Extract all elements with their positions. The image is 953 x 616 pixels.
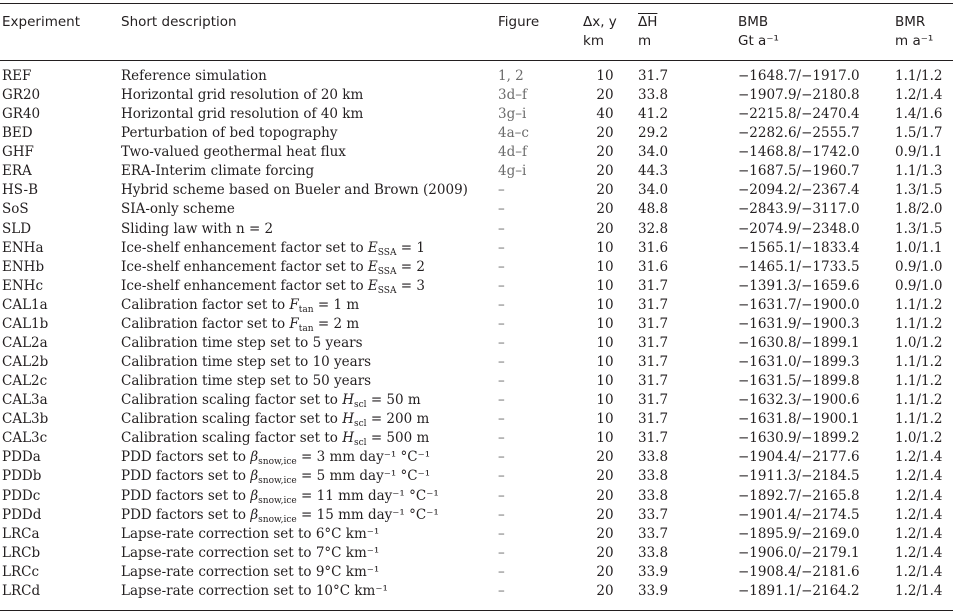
cell-mean-thickness: 33.9 — [638, 563, 669, 580]
cell-figure: – — [498, 544, 505, 561]
cell-bmr: 0.9/1.0 — [895, 277, 943, 294]
cell-experiment: CAL2b — [2, 354, 49, 371]
table-row — [0, 582, 953, 601]
cell-mean-thickness: 31.7 — [638, 373, 669, 390]
cell-grid-resolution: 10 — [596, 68, 614, 84]
table-row — [0, 429, 953, 448]
cell-bmr: 1.2/1.4 — [895, 525, 943, 542]
cell-description: Calibration time step set to 10 years — [121, 354, 372, 371]
header-mean-thickness: $\overline{\Delta H}$ m — [638, 14, 658, 49]
cell-bmb: −1632.3/−1900.6 — [738, 392, 860, 409]
cell-experiment: PDDc — [2, 487, 41, 504]
cell-description: Calibration factor set to $F_{tan} = 1$ m — [121, 296, 360, 315]
cell-description: PDD factors set to $\beta_{snow,ice} = 15$ mm day⁻¹ °C⁻¹ — [121, 506, 439, 525]
cell-bmb: −1891.1/−2164.2 — [738, 582, 860, 599]
cell-experiment: CAL1b — [2, 315, 49, 332]
cell-experiment: GR20 — [2, 87, 41, 104]
cell-bmr: 1.2/1.4 — [895, 544, 943, 561]
cell-bmr: 1.1/1.2 — [895, 392, 943, 409]
cell-description: Sliding law with n = 2 — [121, 220, 274, 237]
cell-figure: 3d–f — [498, 87, 527, 104]
cell-bmr: 1.2/1.4 — [895, 506, 943, 523]
cell-grid-resolution: 10 — [596, 258, 614, 275]
header-experiment: Experiment — [2, 14, 81, 30]
cell-description: Calibration factor set to $F_{tan} = 2$ m — [121, 315, 360, 334]
cell-mean-thickness: 33.8 — [638, 449, 669, 466]
cell-mean-thickness: 48.8 — [638, 201, 669, 218]
cell-bmr: 1.1/1.2 — [895, 373, 943, 390]
cell-grid-resolution: 10 — [596, 354, 614, 371]
cell-experiment: ERA — [2, 163, 32, 180]
cell-bmr: 1.2/1.4 — [895, 468, 943, 485]
table-row — [0, 506, 953, 525]
cell-bmb: −1906.0/−2179.1 — [738, 544, 860, 561]
cell-experiment: LRCd — [2, 582, 41, 599]
cell-grid-resolution: 20 — [596, 563, 614, 580]
cell-grid-resolution: 10 — [596, 411, 614, 428]
cell-mean-thickness: 33.7 — [638, 506, 669, 523]
table-row — [0, 181, 953, 200]
cell-description: Calibration time step set to 50 years — [121, 373, 372, 390]
cell-grid-resolution: 10 — [596, 296, 614, 313]
cell-mean-thickness: 31.7 — [638, 354, 669, 371]
cell-bmb: −1904.4/−2177.6 — [738, 449, 860, 466]
cell-figure: – — [498, 258, 505, 275]
cell-description: Calibration scaling factor set to $H_{scl} = 50$ m — [121, 392, 421, 411]
cell-bmr: 1.8/2.0 — [895, 201, 943, 218]
cell-bmr: 1.1/1.2 — [895, 296, 943, 313]
table-row — [0, 105, 953, 124]
cell-figure: – — [498, 563, 505, 580]
cell-bmb: −1631.0/−1899.3 — [738, 354, 860, 371]
cell-grid-resolution: 10 — [596, 373, 614, 390]
cell-bmb: −1391.3/−1659.6 — [738, 277, 860, 294]
cell-mean-thickness: 34.0 — [638, 182, 669, 199]
table-row — [0, 277, 953, 296]
table-row — [0, 296, 953, 315]
cell-bmr: 1.2/1.4 — [895, 563, 943, 580]
cell-bmb: −1631.8/−1900.1 — [738, 411, 860, 428]
header-description: Short description — [121, 14, 237, 30]
cell-figure: – — [498, 487, 505, 504]
cell-bmr: 1.3/1.5 — [895, 182, 943, 199]
cell-bmb: −1907.9/−2180.8 — [738, 87, 860, 104]
cell-bmr: 1.4/1.6 — [895, 106, 943, 123]
table-row — [0, 220, 953, 239]
table-row — [0, 67, 953, 86]
cell-experiment: CAL1a — [2, 296, 48, 313]
cell-experiment: BED — [2, 125, 33, 142]
cell-experiment: ENHa — [2, 239, 44, 256]
cell-figure: 4a–c — [498, 125, 529, 142]
cell-bmb: −2074.9/−2348.0 — [738, 220, 860, 237]
cell-description: PDD factors set to $\beta_{snow,ice} = 5$ mm day⁻¹ °C⁻¹ — [121, 468, 431, 487]
cell-figure: – — [498, 411, 505, 428]
cell-figure: – — [498, 182, 505, 199]
cell-mean-thickness: 31.6 — [638, 239, 669, 256]
cell-grid-resolution: 20 — [596, 125, 614, 142]
cell-figure: 4g–i — [498, 163, 527, 180]
cell-bmr: 0.9/1.0 — [895, 258, 943, 275]
cell-bmb: −1468.8/−1742.0 — [738, 144, 860, 161]
cell-experiment: PDDb — [2, 468, 42, 485]
cell-mean-thickness: 31.7 — [638, 68, 669, 84]
cell-bmr: 1.2/1.4 — [895, 449, 943, 466]
table-row — [0, 143, 953, 162]
cell-grid-resolution: 20 — [596, 525, 614, 542]
cell-experiment: ENHb — [2, 258, 45, 275]
cell-description: Horizontal grid resolution of 20 km — [121, 87, 364, 104]
cell-bmb: −1631.7/−1900.0 — [738, 296, 860, 313]
cell-mean-thickness: 31.7 — [638, 296, 669, 313]
cell-description: Calibration time step set to 5 years — [121, 334, 363, 351]
cell-bmb: −2094.2/−2367.4 — [738, 182, 860, 199]
cell-experiment: CAL2c — [2, 373, 48, 390]
cell-grid-resolution: 20 — [596, 182, 614, 199]
table-row — [0, 239, 953, 258]
cell-figure: – — [498, 220, 505, 237]
cell-experiment: LRCc — [2, 563, 40, 580]
cell-bmb: −1630.8/−1899.1 — [738, 334, 860, 351]
table-row — [0, 410, 953, 429]
cell-mean-thickness: 33.8 — [638, 468, 669, 485]
cell-grid-resolution: 20 — [596, 449, 614, 466]
cell-grid-resolution: 20 — [596, 201, 614, 218]
cell-grid-resolution: 10 — [596, 430, 614, 447]
cell-bmb: −1892.7/−2165.8 — [738, 487, 860, 504]
cell-mean-thickness: 32.8 — [638, 220, 669, 237]
cell-bmr: 1.5/1.7 — [895, 125, 943, 142]
cell-grid-resolution: 20 — [596, 487, 614, 504]
cell-figure: – — [498, 468, 505, 485]
table-header-rule — [0, 60, 953, 61]
cell-bmr: 1.2/1.4 — [895, 87, 943, 104]
cell-grid-resolution: 20 — [596, 220, 614, 237]
cell-bmb: −1631.5/−1899.8 — [738, 373, 860, 390]
cell-bmr: 1.0/1.1 — [895, 239, 943, 256]
cell-figure: – — [498, 296, 505, 313]
cell-grid-resolution: 20 — [596, 582, 614, 599]
cell-description: SIA-only scheme — [121, 201, 235, 218]
cell-description: Ice-shelf enhancement factor set to $E_{SSA} = 1$ — [121, 239, 425, 258]
cell-mean-thickness: 29.2 — [638, 125, 669, 142]
cell-bmb: −1901.4/−2174.5 — [738, 506, 860, 523]
cell-bmb: −1687.5/−1960.7 — [738, 163, 860, 180]
table-row — [0, 544, 953, 563]
cell-description: Lapse-rate correction set to 6°C km⁻¹ — [121, 525, 380, 542]
cell-bmr: 1.2/1.4 — [895, 582, 943, 599]
cell-experiment: HS-B — [2, 182, 38, 199]
cell-experiment: PDDd — [2, 506, 42, 523]
cell-grid-resolution: 20 — [596, 544, 614, 561]
cell-description: Calibration scaling factor set to $H_{scl} = 200$ m — [121, 411, 430, 430]
header-grid-resolution: Δx, y km — [583, 14, 617, 49]
cell-figure: – — [498, 373, 505, 390]
cell-mean-thickness: 33.7 — [638, 525, 669, 542]
cell-figure: – — [498, 315, 505, 332]
cell-bmb: −1630.9/−1899.2 — [738, 430, 860, 447]
cell-bmb: −1631.9/−1900.3 — [738, 315, 860, 332]
cell-grid-resolution: 10 — [596, 315, 614, 332]
cell-figure: 1, 2 — [498, 68, 524, 84]
cell-description: Hybrid scheme based on Bueler and Brown (2009) — [121, 182, 468, 199]
cell-bmr: 1.1/1.2 — [895, 315, 943, 332]
table-row — [0, 200, 953, 219]
cell-experiment: SLD — [2, 220, 32, 237]
cell-grid-resolution: 20 — [596, 468, 614, 485]
cell-bmr: 1.1/1.2 — [895, 411, 943, 428]
header-bmr: BMR m a⁻¹ — [895, 14, 934, 49]
cell-bmb: −1908.4/−2181.6 — [738, 563, 860, 580]
cell-grid-resolution: 10 — [596, 334, 614, 351]
table-bottom-rule — [0, 610, 953, 611]
cell-figure: – — [498, 525, 505, 542]
cell-bmb: −2282.6/−2555.7 — [738, 125, 860, 142]
cell-experiment: REF — [2, 68, 32, 84]
cell-description: Horizontal grid resolution of 40 km — [121, 106, 364, 123]
cell-figure: – — [498, 392, 505, 409]
cell-bmb: −1895.9/−2169.0 — [738, 525, 860, 542]
cell-bmb: −1648.7/−1917.0 — [738, 68, 860, 84]
cell-bmr: 1.1/1.2 — [895, 68, 943, 84]
table-row — [0, 391, 953, 410]
cell-experiment: PDDa — [2, 449, 41, 466]
cell-figure: – — [498, 354, 505, 371]
cell-description: Lapse-rate correction set to 7°C km⁻¹ — [121, 544, 380, 561]
cell-experiment: CAL3b — [2, 411, 49, 428]
cell-experiment: LRCa — [2, 525, 40, 542]
cell-mean-thickness: 33.8 — [638, 544, 669, 561]
cell-mean-thickness: 33.9 — [638, 582, 669, 599]
cell-mean-thickness: 31.6 — [638, 258, 669, 275]
cell-description: Lapse-rate correction set to 10°C km⁻¹ — [121, 582, 388, 599]
table-row — [0, 353, 953, 372]
cell-grid-resolution: 20 — [596, 163, 614, 180]
cell-grid-resolution: 20 — [596, 144, 614, 161]
cell-description: Perturbation of bed topography — [121, 125, 338, 142]
table-row — [0, 487, 953, 506]
cell-bmb: −1565.1/−1833.4 — [738, 239, 860, 256]
cell-bmr: 0.9/1.1 — [895, 144, 943, 161]
table-row — [0, 162, 953, 181]
cell-description: ERA-Interim climate forcing — [121, 163, 315, 180]
table-row — [0, 86, 953, 105]
table-row — [0, 372, 953, 391]
cell-grid-resolution: 10 — [596, 239, 614, 256]
cell-mean-thickness: 34.0 — [638, 144, 669, 161]
table-row — [0, 334, 953, 353]
cell-figure: – — [498, 506, 505, 523]
cell-description: PDD factors set to $\beta_{snow,ice} = 3$ mm day⁻¹ °C⁻¹ — [121, 449, 431, 468]
cell-bmr: 1.3/1.5 — [895, 220, 943, 237]
cell-description: Two-valued geothermal heat flux — [121, 144, 346, 161]
cell-grid-resolution: 40 — [596, 106, 614, 123]
cell-figure: 4d–f — [498, 144, 527, 161]
cell-description: Lapse-rate correction set to 9°C km⁻¹ — [121, 563, 380, 580]
cell-description: PDD factors set to $\beta_{snow,ice} = 11$ mm day⁻¹ °C⁻¹ — [121, 487, 439, 506]
cell-bmr: 1.1/1.3 — [895, 163, 943, 180]
cell-mean-thickness: 31.7 — [638, 392, 669, 409]
cell-bmr: 1.1/1.2 — [895, 354, 943, 371]
table-row — [0, 315, 953, 334]
cell-figure: – — [498, 449, 505, 466]
cell-experiment: GR40 — [2, 106, 41, 123]
cell-mean-thickness: 41.2 — [638, 106, 669, 123]
table-row — [0, 563, 953, 582]
table-row — [0, 525, 953, 544]
header-figure: Figure — [498, 14, 540, 30]
cell-bmr: 1.0/1.2 — [895, 430, 943, 447]
cell-description: Reference simulation — [121, 68, 267, 84]
cell-experiment: CAL3a — [2, 392, 48, 409]
table-row — [0, 124, 953, 143]
cell-bmb: −1911.3/−2184.5 — [738, 468, 860, 485]
cell-experiment: ENHc — [2, 277, 44, 294]
cell-grid-resolution: 10 — [596, 277, 614, 294]
cell-experiment: LRCb — [2, 544, 41, 561]
cell-experiment: CAL3c — [2, 430, 48, 447]
cell-bmr: 1.0/1.2 — [895, 334, 943, 351]
cell-bmr: 1.2/1.4 — [895, 487, 943, 504]
cell-grid-resolution: 10 — [596, 392, 614, 409]
table-row — [0, 467, 953, 486]
cell-description: Ice-shelf enhancement factor set to $E_{SSA} = 3$ — [121, 277, 425, 296]
table-top-rule — [0, 3, 953, 4]
cell-mean-thickness: 31.7 — [638, 411, 669, 428]
cell-bmb: −2843.9/−3117.0 — [738, 201, 860, 218]
cell-grid-resolution: 20 — [596, 87, 614, 104]
cell-figure: – — [498, 582, 505, 599]
cell-experiment: CAL2a — [2, 334, 48, 351]
cell-mean-thickness: 31.7 — [638, 430, 669, 447]
header-bmb: BMB Gt a⁻¹ — [738, 14, 779, 49]
cell-mean-thickness: 31.7 — [638, 334, 669, 351]
cell-figure: – — [498, 277, 505, 294]
cell-description: Calibration scaling factor set to $H_{scl} = 500$ m — [121, 430, 430, 449]
table-row — [0, 448, 953, 467]
cell-experiment: SoS — [2, 201, 29, 218]
cell-figure: – — [498, 239, 505, 256]
cell-figure: – — [498, 430, 505, 447]
cell-figure: 3g–i — [498, 106, 527, 123]
cell-figure: – — [498, 334, 505, 351]
cell-bmb: −2215.8/−2470.4 — [738, 106, 860, 123]
cell-mean-thickness: 31.7 — [638, 277, 669, 294]
table-row — [0, 258, 953, 277]
cell-figure: – — [498, 201, 505, 218]
cell-mean-thickness: 31.7 — [638, 315, 669, 332]
cell-mean-thickness: 44.3 — [638, 163, 669, 180]
cell-description: Ice-shelf enhancement factor set to $E_{SSA} = 2$ — [121, 258, 425, 277]
cell-grid-resolution: 20 — [596, 506, 614, 523]
cell-mean-thickness: 33.8 — [638, 87, 669, 104]
cell-experiment: GHF — [2, 144, 34, 161]
cell-bmb: −1465.1/−1733.5 — [738, 258, 860, 275]
cell-mean-thickness: 33.8 — [638, 487, 669, 504]
